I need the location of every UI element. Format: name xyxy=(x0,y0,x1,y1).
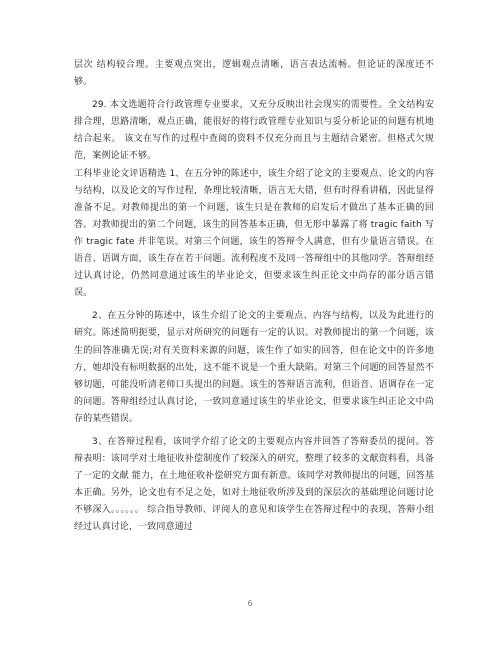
paragraph-comment-29: 29. 本文选题符合行政管理专业要求，又充分反映出社会现实的需要性。全文结构安排合理，思路清晰，观点正确，能很好的将行政管理专业知识与妥分析论证的问题有机地结合起来。 该文在写作的过程中查阅的资料不仅充分而且与主题结合紧密。但格式欠规范，案例论证不够。 xyxy=(74,100,434,162)
document-body xyxy=(74,57,434,537)
page-number: 6 xyxy=(247,599,253,608)
paragraph-engineering-comment-1: 工科毕业论文评语精选 1、在五分钟的陈述中，该生介绍了论文的主要观点、论文的内容与结构，以及论文的写作过程，条理比较清晰，语言无大错，但有时得看讲稿，因此显得准备不足。对教师提出的第一个问题，该生只是在教师的启发后才做出了基本正确的回答。对教师提出的第二个问题，该生的回答基本正确，但无形中暴露了将 tragic faith 写作 tragic fate 并非笔误。对第三个问题，该生的答辩令人满意，但有少量语言错误。在语音、语调方面，该生存在若干问题。流利程度不及同一答辩组中的其他同学。答辩组经过认真讨论，仍然同意通过该生的毕业论文，但要求该生纠正论文中尚存的部分语言错误。 xyxy=(74,168,434,299)
paragraph-continuation: 层次 结构较合理。主要观点突出，逻辑观点清晰，语言表达流畅。但论证的深度还不 够。 xyxy=(74,60,434,88)
paragraph-engineering-comment-3: 3、在答辩过程看，该同学介绍了论文的主要观点内容并回答了答辩委员的提问。答辩表明：该同学对土地征收补偿制度作了较深入的研究，整理了较多的文献资料看，具备了一定的文献 能力，在土地征收补偿研究方面有新意。该同学对教师提出的问题，回答基本正确。另外，论文也有不足之处，如对土地征收所涉及到的深层次的基础理论问题讨论不够深入。。。。。。 综合指导教师、评阅人的意见和该学生在答辩过程中的表现，答辩小组经过认真讨论，一致同意通过 xyxy=(74,436,434,533)
paragraph-engineering-comment-2: 2、在五分钟的陈述中，该生介绍了论文的主要观点、内容与结构，以及为此进行的研究。陈述简明扼要，显示对所研究的问题有一定的认识。对教师提出的第一个问题，该生的回答准确无误;对有关资料来源的问题，该生作了如实的回答，但在论文中的许多地方，她却没有标明数据的出处，这不能不说是一个重大缺陷。对第三个问题的回答显然不够切题，可能没听清老师口头提出的问题。该生的答辩语言流利，但语音、语调存在一定的问题。答辩组经过认真讨论，一致同意通过该生的毕业论文，但要求该生纠正论文中尚存的某些错误。 xyxy=(74,311,434,424)
